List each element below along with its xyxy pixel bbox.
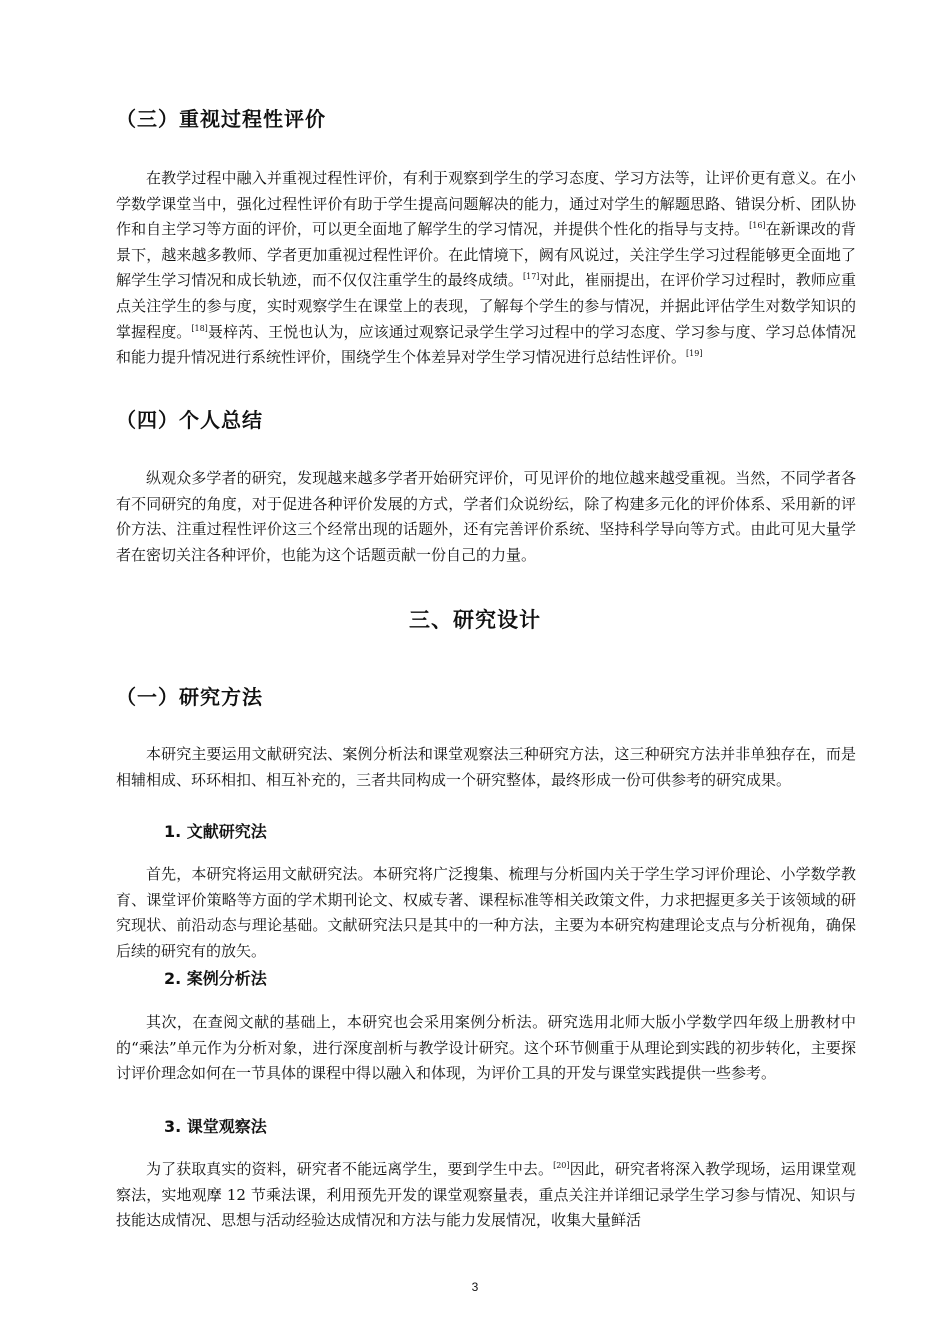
paragraph-methods-intro: 本研究主要运用文献研究法、案例分析法和课堂观察法三种研究方法，这三种研究方法并非单独存在，而是相辅相成、环环相扣、相互补充的，三者共同构成一个研究整体，最终形成一份可供参考的研究成果。 (116, 745, 856, 789)
section-heading-3: （三）重视过程性评价 (116, 107, 326, 131)
paragraph-text: 在教学过程中融入并重视过程性评价，有利于观察到学生的学习态度、学习方法等，让评价更有意义。在小学数学课堂当中，强化过程性评价有助于学生提高问题解决的能力，通过对学生的解题思路、错误分析、团队协作和自主学习等方面的评价，可以更全面地了解学生的学习情况，并提供个性化的指导与支持。 (116, 169, 856, 239)
subheading-case-analysis: 2. 案例分析法 (164, 969, 267, 988)
subheading-classroom-observation: 3. 课堂观察法 (164, 1117, 267, 1136)
paragraph-process-evaluation (116, 166, 856, 371)
paragraph-case-analysis: 其次，在查阅文献的基础上，本研究也会采用案例分析法。研究选用北师大版小学数学四年级上册教材中的“乘法”单元作为分析对象，进行深度剖析与教学设计研究。这个环节侧重于从理论到实践的初步转化，主要探讨评价理念如何在一节具体的课程中得以融入和体现，为评价工具的开发与课堂实践提供一些参考。 (116, 1013, 856, 1083)
section-heading-4: （四）个人总结 (116, 408, 263, 432)
paragraph-literature-method: 首先，本研究将运用文献研究法。本研究将广泛搜集、梳理与分析国内关于学生学习评价理论、小学数学教育、课堂评价策略等方面的学术期刊论文、权威专著、课程标准等相关政策文件，力求把握更多关于该领域的研究现状、前沿动态与理论基础。文献研究法只是其中的一种方法，主要为本研究构建理论支点与分析视角，确保后续的研究有的放矢。 (116, 865, 856, 960)
citation-18: [18] (191, 323, 208, 333)
paragraph-personal-summary: 纵观众多学者的研究，发现越来越多学者开始研究评价，可见评价的地位越来越受重视。当然，不同学者各有不同研究的角度，对于促进各种评价发展的方式，学者们众说纷纭，除了构建多元化的评价体系、采用新的评价方法、注重过程性评价这三个经常出现的话题外，还有完善评价系统、坚持科学导向等方式。由此可见大量学者在密切关注各种评价，也能为这个话题贡献一份自己的力量。 (116, 469, 856, 564)
chapter-heading: 三、研究设计 (409, 608, 541, 632)
paragraph-text: 因此，研究者将深入教学现场，运用课堂观察法，实地观摩 12 节乘法课，利用预先开发的课堂观察量表，重点关注并详细记录学生学习参与情况、知识与技能达成情况、思想与活动经验达成情况和方法与能力发展情况，收集大量鲜活 (116, 1160, 856, 1230)
paragraph-text: 为了获取真实的资料，研究者不能远离学生，要到学生中去。 (146, 1160, 554, 1178)
paragraph-text: 聂梓芮、王悦也认为，应该通过观察记录学生学习过程中的学习态度、学习参与度、学习总体情况和能力提升情况进行系统性评价，围绕学生个体差异对学生学习情况进行总结性评价。 (116, 322, 856, 367)
citation-20: [20] (553, 1161, 570, 1170)
subheading-literature-method: 1. 文献研究法 (164, 822, 267, 841)
citation-17: [17] (523, 272, 540, 282)
paragraph-text: 在新课改的背景下，越来越多教师、学者更加重视过程性评价。在此情境下，阙有风说过，关注学生学习过程能够更全面地了解学生学习情况和成长轨迹，而不仅仅注重学生的最终成绩。 (116, 220, 856, 290)
paragraph-classroom-observation (116, 1157, 856, 1234)
page-number: 3 (471, 1280, 479, 1294)
citation-19: [19] (686, 349, 703, 359)
paragraph-text: 对此，崔丽提出，在评价学习过程时，教师应重点关注学生的参与度，实时观察学生在课堂上的表现，了解每个学生的参与情况，并据此评估学生对数学知识的掌握程度。 (116, 271, 856, 341)
citation-16: [16] (749, 221, 766, 231)
section-heading-methods: （一）研究方法 (116, 685, 263, 709)
